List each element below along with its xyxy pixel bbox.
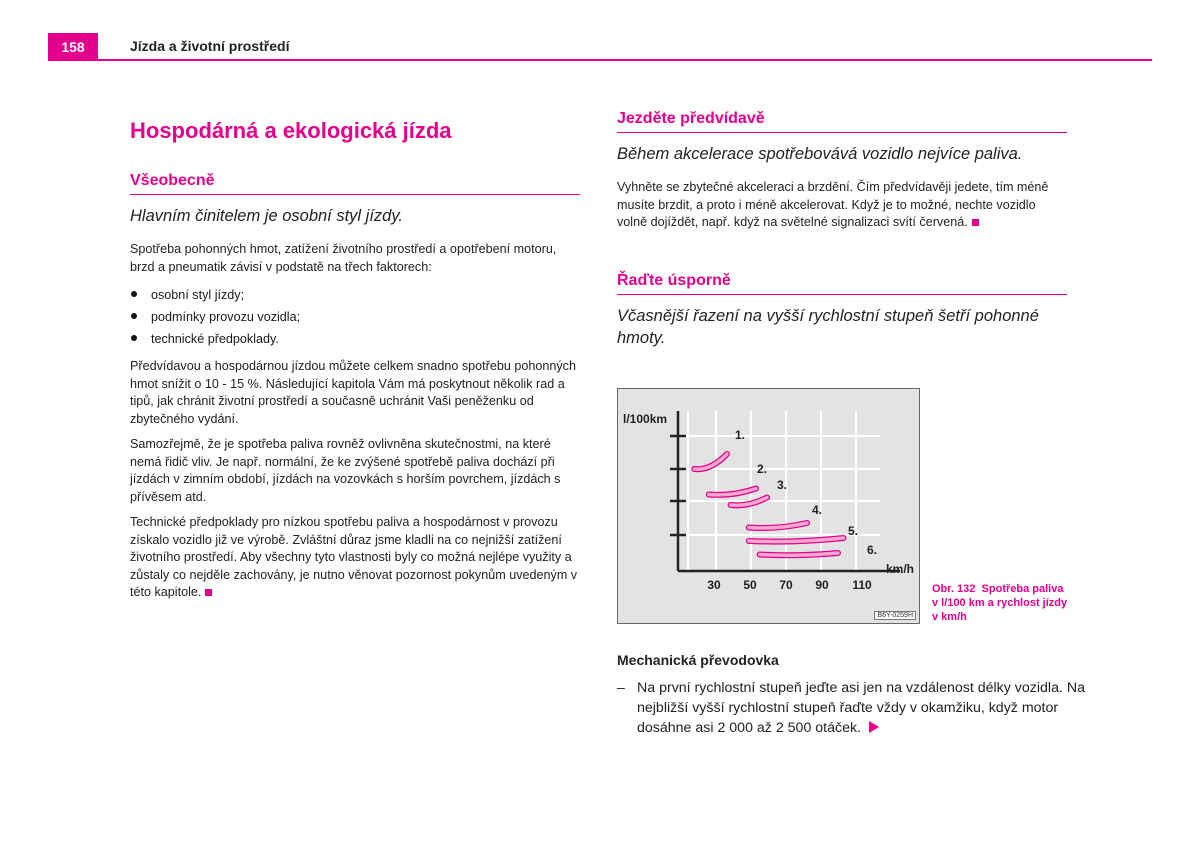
continue-arrow-icon xyxy=(869,721,879,733)
gear-label: 2. xyxy=(757,462,768,476)
x-tick-labels xyxy=(707,578,872,592)
header-rule xyxy=(48,59,1152,61)
fuel-consumption-chart xyxy=(618,389,921,625)
instruction-text-wrap xyxy=(637,678,1087,738)
right-column xyxy=(617,110,1067,363)
x-tick-label: 110 xyxy=(852,578,872,592)
instruction-text: Na první rychlostní stupeň jeďte asi jen na vzdálenost délky vozidla. Na nejbližší vyšší rychlostní stupeň řaďte vždy v okamžiku, když motor dosáhne asi 2 000 až 2 500 otáček. xyxy=(637,680,1085,736)
fuel-consumption-figure xyxy=(617,388,920,624)
paragraph-technical-text: Technické předpoklady pro nízkou spotřebu paliva a hospodárnost v provozu získalo vozidlo již ve výrobě. Zvláštní důraz jsme kladli na co nejnižší zatížení životního prostředí. Aby všechny tyto vlastnosti byly co možná nejlépe využity a zůstaly co nejděle zachovány, je nutno věnovat pozornost pokynům uvedeným v této kapitole. xyxy=(130,515,578,599)
x-tick-label: 50 xyxy=(743,578,757,592)
x-tick-label: 30 xyxy=(707,578,721,592)
list-item: osobní styl jízdy; xyxy=(130,284,580,306)
lead-general: Hlavním činitelem je osobní styl jízdy. xyxy=(130,207,403,225)
chapter-title: Jízda a životní prostředí xyxy=(130,38,290,54)
instruction-item xyxy=(617,678,1087,738)
section-heading-general: Všeobecně xyxy=(130,172,580,195)
x-tick-label: 70 xyxy=(779,578,793,592)
intro-paragraph: Spotřeba pohonných hmot, zatížení životního prostředí a opotřebení motoru, brzd a pneumatik závisí v podstatě na třech faktorech: xyxy=(130,242,557,274)
subheading-manual-gearbox: Mechanická převodovka xyxy=(617,652,779,668)
gear-label: 5. xyxy=(848,524,859,538)
gear-label: 4. xyxy=(812,503,823,517)
x-tick-label: 90 xyxy=(815,578,829,592)
figure-code: B6Y-0259H xyxy=(874,611,916,620)
x-axis-label: km/h xyxy=(886,562,915,576)
end-mark-icon xyxy=(205,589,212,596)
page-number: 158 xyxy=(48,33,98,60)
end-mark-icon xyxy=(972,219,979,226)
paragraph-anticipate-text: Vyhněte se zbytečné akceleraci a brzdění. Čím předvídavěji jedete, tím méně musíte brzdit, a proto i méně akcelerovat. Když je to možné, nechte vozidlo volně dojíždět, např. když na světelné signalizaci svítí červená. xyxy=(617,180,1049,229)
factor-list xyxy=(130,284,580,350)
paragraph-savings: Předvídavou a hospodárnou jízdou můžete celkem snadno spotřebu pohonných hmot snížit o 10 - 15 %. Následující kapitola Vám má poskytnout několik rad a tipů, jak chránit životní prostředí a současně uchránit Vaši peněženku od zbytečného vydání. xyxy=(130,359,576,426)
section-heading-shift: Řaďte úsporně xyxy=(617,272,1067,295)
figure-caption xyxy=(932,582,1072,624)
gear-label: 6. xyxy=(867,543,878,557)
lead-shift: Včasnější řazení na vyšší rychlostní stupeň šetří pohonné hmoty. xyxy=(617,306,1039,347)
instruction-dash: – xyxy=(617,680,625,696)
page-title: Hospodárná a ekologická jízda xyxy=(130,118,452,143)
paragraph-technical xyxy=(130,514,580,602)
figure-caption-text: Spotřeba paliva v l/100 km a rychlost jízdy v km/h xyxy=(932,583,1068,623)
gear-label: 3. xyxy=(777,478,788,492)
list-item: podmínky provozu vozidla; xyxy=(130,306,580,328)
y-axis-label: l/100km xyxy=(623,412,668,426)
paragraph-conditions: Samozřejmě, že je spotřeba paliva rovněž ovlivněna skutečnostmi, na které nemá řidič vliv. Je např. normální, že ke zvýšené spotřebě paliva dochází při jízdách v zimním období, jízdách na vozovkách s horším povrchem, jízdách s přívěsem atd. xyxy=(130,437,561,504)
lead-anticipate: Během akcelerace spotřebovává vozidlo nejvíce paliva. xyxy=(617,145,1023,163)
paragraph-anticipate xyxy=(617,179,1067,232)
figure-caption-number: Obr. 132 xyxy=(932,583,976,595)
list-item: technické předpoklady. xyxy=(130,328,580,350)
section-heading-anticipate: Jezděte předvídavě xyxy=(617,110,1067,133)
gear-label: 1. xyxy=(735,428,746,442)
left-column xyxy=(130,110,580,610)
